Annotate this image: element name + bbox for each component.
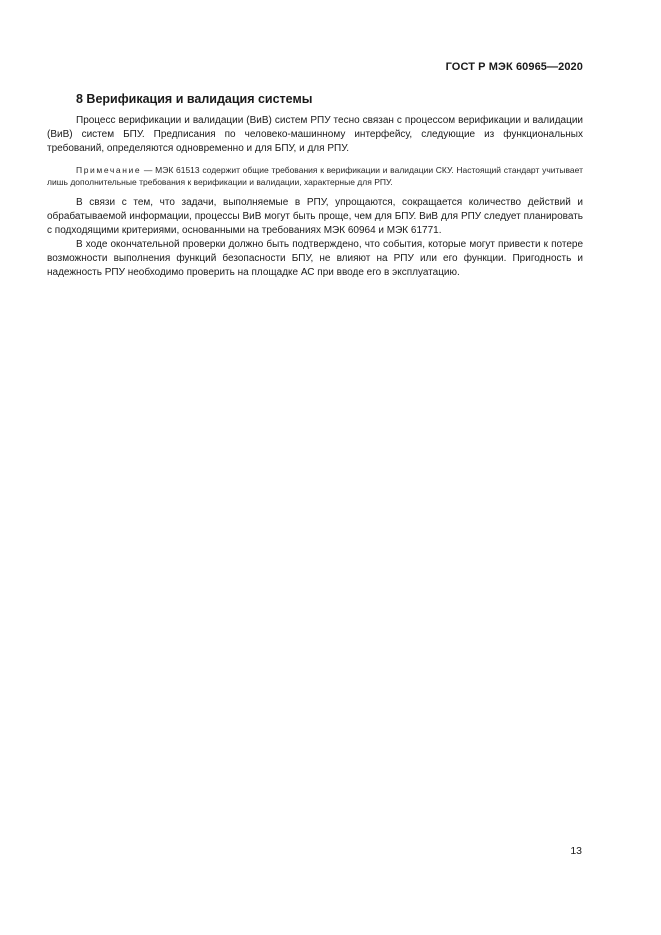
note-text: — МЭК 61513 содержит общие требования к верификации и валидации СКУ. Настоящий стандарт учитывает лишь дополнительные требования к верификации и валидации, характерные для РПУ. [47, 165, 583, 187]
standard-header: ГОСТ Р МЭК 60965—2020 [445, 61, 583, 73]
page-number: 13 [570, 845, 582, 857]
note-label: Примечание [76, 165, 142, 175]
paragraph-vv-relation: Процесс верификации и валидации (ВиВ) систем РПУ тесно связан с процессом верификации и валидации (ВиВ) систем БПУ. Предписания по человеко-машинному интерфейсу, следующие из функциональных требований, определяются одновременно и для БПУ, и для РПУ. [47, 115, 583, 154]
note [47, 164, 583, 188]
paragraph-vv-simplification: В связи с тем, что задачи, выполняемые в РПУ, упрощаются, сокращается количество действий и обрабатываемой информации, процессы ВиВ могут быть проще, чем для БПУ. ВиВ для РПУ следует планировать с подходящими критериями, основанными на требованиях МЭК 60964 и МЭК 61771. [47, 197, 583, 236]
section-heading: 8 Верификация и валидация системы [76, 92, 313, 106]
paragraph-final-check: В ходе окончательной проверки должно быть подтверждено, что события, которые могут привести к потере возможности выполнения функций безопасности БПУ, не влияют на РПУ или его функции. Пригодность и надежность РПУ необходимо проверить на площадке АС при вводе его в эксплуатацию. [47, 239, 583, 278]
section-body [47, 114, 583, 280]
